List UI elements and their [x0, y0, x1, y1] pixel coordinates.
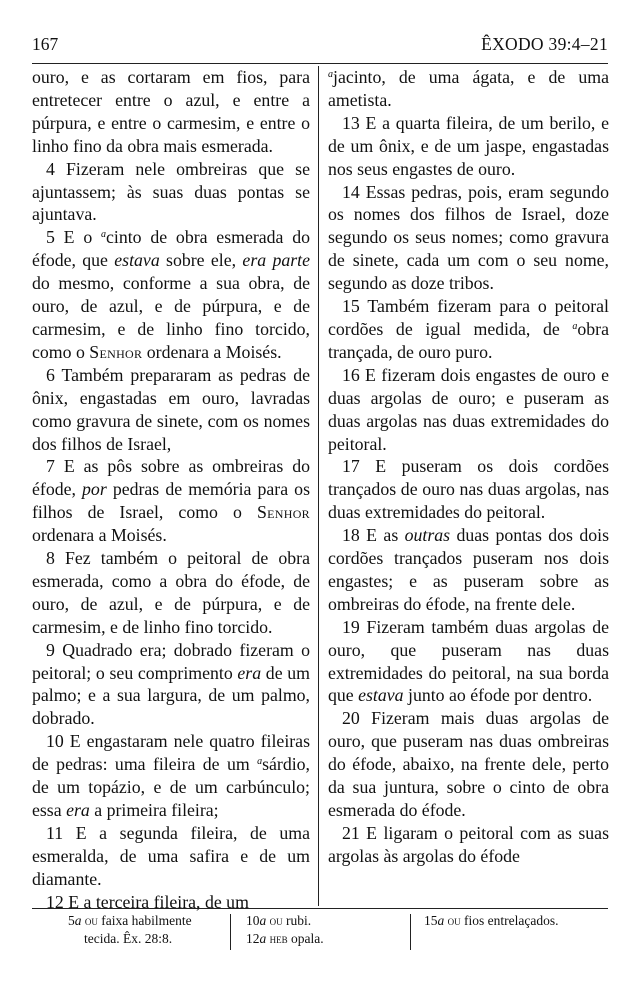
footnote-key: 12a — [246, 931, 267, 946]
footnote-marker: a — [328, 69, 333, 80]
footnote-column-1 — [68, 912, 254, 947]
verse-paragraph — [32, 226, 310, 363]
verse-paragraph — [32, 822, 310, 891]
verse-text: sárdio, de um topázio, e de um carbúnculo; essa — [32, 754, 310, 820]
verse-paragraph — [32, 158, 310, 227]
footnote-key: 15a — [424, 913, 445, 928]
divine-name: Senhor — [89, 341, 143, 362]
italic-word: outras — [404, 525, 451, 546]
verse-paragraph — [32, 891, 310, 914]
verse-text: 8 Fez também o peitoral de obra esmerada, como a obra do éfode, de ouro, de azul, e de púrpura, e de carmesim, e de linho fino torcido. — [32, 548, 310, 637]
verse-paragraph — [328, 364, 609, 456]
right-text-column — [328, 66, 609, 868]
verse-paragraph — [328, 66, 609, 112]
verse-paragraph — [328, 455, 609, 524]
footnote-column-3 — [424, 912, 604, 930]
verse-paragraph — [328, 112, 609, 181]
verse-text: 6 Também prepararam as pedras de ônix, engastadas em ouro, lavradas como gravura de sinete, com os nomes dos filhos de Israel, — [32, 364, 310, 454]
footnote-line — [68, 912, 254, 930]
divine-name: Senhor — [256, 502, 310, 523]
verse-text: 13 E a quarta fileira, de um berilo, e de um ônix, e de um jaspe, engastadas nos seus engastes de ouro. — [328, 112, 609, 179]
footnote-key: 10a — [246, 913, 267, 928]
footnote-line — [246, 912, 416, 930]
verse-text: obra trançada, de ouro puro. — [328, 318, 609, 362]
verse-text: jacinto, de uma ágata, e de uma ametista. — [328, 67, 609, 110]
footnote-divider — [230, 914, 231, 950]
verse-text: do mesmo, conforme a sua obra, de ouro, de azul, e de púrpura, e de carmesim, e de linho fino torcido, como o — [32, 273, 310, 362]
italic-word: era parte — [242, 250, 310, 271]
verse-text: 5 E o — [46, 227, 102, 248]
verse-text: 16 E fizeram dois engastes de ouro e duas argolas de ouro; e puseram as duas argolas nas duas extremidades do peitoral. — [328, 364, 609, 454]
italic-word: estava — [358, 685, 404, 706]
verse-text: 7 E as pôs sobre as ombreiras do éfode, — [32, 456, 310, 500]
footnote-marker: a — [257, 756, 263, 768]
italic-word: estava — [114, 250, 160, 271]
verse-paragraph — [32, 730, 310, 822]
footnote-text: faixa habilmente — [101, 913, 192, 928]
verse-paragraph — [32, 455, 310, 547]
verse-text: 21 E ligaram o peitoral com as suas argolas às argolas do éfode — [328, 822, 609, 866]
verse-paragraph — [328, 616, 609, 708]
verse-paragraph — [32, 639, 310, 731]
verse-paragraph — [328, 181, 609, 296]
footnotes — [32, 912, 608, 960]
footnote-text: tecida. Êx. 28:8. — [84, 931, 173, 946]
footnote-abbreviation: heb — [269, 932, 288, 946]
italic-word: era — [237, 662, 262, 683]
verse-text: 15 Também fizeram para o peitoral cordões de igual medida, de — [328, 296, 609, 339]
verse-text: 20 Fizeram mais duas argolas de ouro, que puseram nas duas ombreiras do éfode, abaixo, na frente dele, perto da sua juntura, sobre o cinto de obra esmerada do éfode. — [328, 708, 609, 820]
column-divider — [318, 66, 319, 906]
footnote-marker: a — [572, 320, 578, 332]
italic-word: era — [66, 800, 90, 820]
verse-text: de um palmo; e a sua largura, de um palmo, dobrado. — [32, 662, 310, 729]
footnote-abbreviation: ou — [447, 914, 461, 928]
verse-text: 11 E a segunda fileira, de uma esmeralda, de uma safira e de um diamante. — [32, 822, 310, 889]
italic-word: por — [82, 479, 107, 500]
verse-paragraph — [328, 822, 609, 868]
footnote-key: 5a — [68, 913, 82, 928]
footnote-marker: a — [101, 229, 107, 241]
page-header — [32, 34, 608, 58]
left-text-column — [32, 66, 310, 914]
footnote-rule — [32, 908, 608, 909]
verse-paragraph — [32, 364, 310, 456]
footnote-abbreviation: ou — [269, 914, 283, 928]
verse-text: 17 E puseram os dois cordões trançados de ouro nas duas argolas, nas duas extremidades do peitoral. — [328, 456, 609, 523]
footnote-text: fios entrelaçados. — [464, 913, 559, 928]
verse-text: ordenara a Moisés. — [142, 341, 282, 362]
verse-text: 18 E as — [342, 525, 405, 546]
page-number: 167 — [32, 34, 59, 54]
verse-text: 9 Quadrado era; dobrado fizeram o peitoral; o seu comprimento — [32, 639, 310, 683]
chapter-reference: ÊXODO 39:4–21 — [481, 34, 608, 54]
verse-text: 12 E a terceira fileira, de um — [46, 891, 249, 912]
footnote-line — [246, 930, 416, 948]
verse-text: ouro, e as cortaram em fios, para entretecer entre o azul, e entre a púrpura, e entre o carmesim, e entre o linho fino da obra mais esmerada. — [32, 67, 310, 156]
verse-text: duas pontas dos dois cordões trançados puseram nos dois engastes; e as puseram sobre as ombreiras do éfode, na frente dele. — [328, 525, 609, 614]
footnote-column-2 — [246, 912, 416, 948]
verse-text: pedras de memória para os filhos de Israel, como o — [32, 479, 310, 523]
verse-text: cinto de obra esmerada do éfode, que — [32, 227, 311, 271]
verse-paragraph — [32, 547, 310, 639]
footnote-line — [68, 930, 254, 947]
verse-text: 19 Fizeram também duas argolas de ouro, que puseram nas duas extremidades do peitoral, na sua borda que — [328, 616, 609, 706]
verse-text: 10 E engastaram nele quatro fileiras de pedras: uma fileira de um — [32, 731, 310, 775]
header-rule — [32, 63, 608, 64]
verse-text: 4 Fizeram nele ombreiras que se ajuntassem; às suas duas pontas se ajuntava. — [32, 158, 310, 225]
footnote-divider — [410, 914, 411, 950]
footnote-abbreviation: ou — [84, 914, 98, 928]
verse-text: sobre ele, — [159, 250, 243, 271]
footnote-text: opala. — [291, 931, 324, 946]
verse-paragraph — [328, 707, 609, 822]
footnote-line — [424, 912, 604, 930]
verse-paragraph — [32, 66, 310, 158]
verse-paragraph — [328, 295, 609, 364]
verse-text: a primeira fileira; — [89, 800, 219, 820]
verse-text: ordenara a Moisés. — [32, 525, 167, 546]
verse-text: junto ao éfode por dentro. — [403, 685, 593, 706]
verse-paragraph — [328, 524, 609, 616]
verse-text: 14 Essas pedras, pois, eram segundo os nomes dos filhos de Israel, doze segundo os seus nomes; como gravura de sinete, cada um com o seu nome, segundo as doze tribos. — [328, 181, 609, 294]
footnote-text: rubi. — [286, 913, 312, 928]
